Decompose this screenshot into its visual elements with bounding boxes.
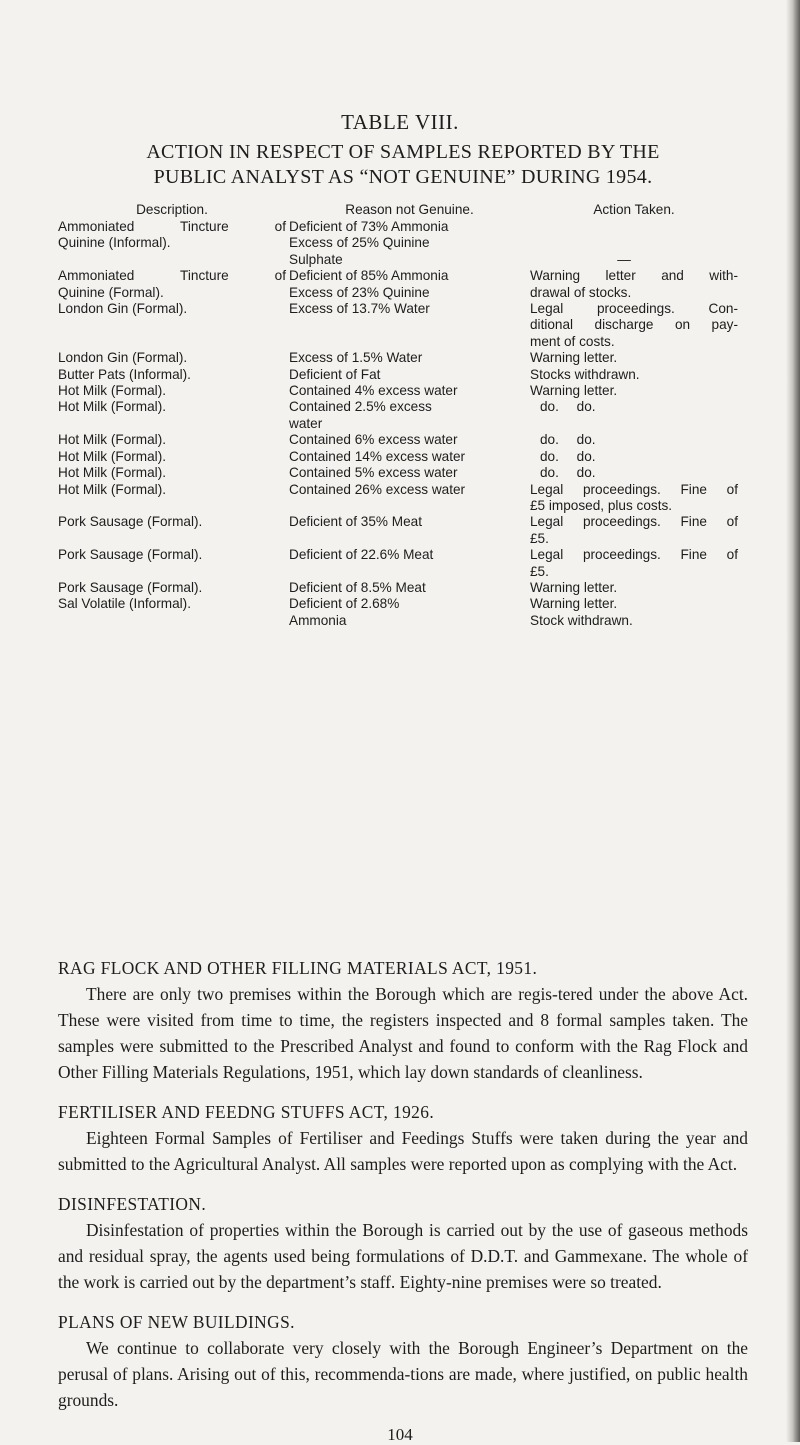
table-row <box>58 367 738 383</box>
cell-line: Warning letter. <box>530 383 618 399</box>
section-body: Disinfestation of properties within the Borough is carried out by the use of gaseous methods and residual spray, the agents used being formulations of D.D.T. and Gammexane. The whole of the work is carried out by the department’s staff. Eighty-nine premises were so treated. <box>58 1220 748 1292</box>
cell-line: Contained 5% excess water <box>289 465 458 481</box>
action-cell <box>530 399 738 432</box>
cell-line: Excess of 1.5% Water <box>289 350 423 366</box>
cell-line: Quinine (Informal). <box>58 235 171 251</box>
table-row <box>58 399 738 432</box>
description-cell <box>58 268 286 301</box>
cell-line: Stock withdrawn. <box>530 612 633 628</box>
cell-line: Deficient of 35% Meat <box>289 514 422 530</box>
cell-line: Hot Milk (Formal). <box>58 481 166 497</box>
cell-line: do. do. <box>540 448 596 464</box>
section-body: Eighteen Formal Samples of Fertiliser and Feedings Stuffs were taken during the year and submitted to the Agricultural Analyst. All samples were reported upon as complying with the Act. <box>58 1128 748 1174</box>
reason-cell <box>286 465 530 481</box>
reason-cell <box>286 350 530 366</box>
cell-line: London Gin (Formal). <box>58 350 188 366</box>
description-cell <box>58 350 286 366</box>
cell-line: Contained 14% excess water <box>289 448 466 464</box>
cell-line: Deficient of 2.68% <box>289 596 400 612</box>
action-cell <box>530 547 738 580</box>
action-cell <box>530 383 738 399</box>
table-header-row <box>58 202 738 219</box>
reason-cell <box>286 514 530 547</box>
cell-line: Hot Milk (Formal). <box>58 465 166 481</box>
header-reason: Reason not Genuine. <box>345 202 474 217</box>
cell-line: Deficient of 8.5% Meat <box>289 579 426 595</box>
cell-line: Ammoniated Tincture of <box>58 219 286 234</box>
cell-line: Pork Sausage (Formal). <box>58 547 203 563</box>
table-subtitle <box>58 140 748 190</box>
section-plans-of-new-buildings <box>58 1309 748 1413</box>
description-cell <box>58 514 286 547</box>
cell-line: Warning letter. <box>530 596 618 612</box>
action-cell <box>530 301 738 350</box>
cell-line: Hot Milk (Formal). <box>58 399 166 415</box>
table-row <box>58 268 738 301</box>
action-cell <box>530 449 738 465</box>
reason-cell <box>286 432 530 448</box>
header-description: Description. <box>136 202 208 217</box>
description-cell <box>58 399 286 432</box>
table-row <box>58 465 738 481</box>
cell-line: Butter Pats (Informal). <box>58 366 191 382</box>
cell-line: Warning letter. <box>530 579 618 595</box>
cell-line: ditional discharge on pay- <box>530 317 738 333</box>
cell-line: Legal proceedings. Fine of <box>530 514 738 530</box>
cell-line: Ammoniated Tincture of <box>58 268 286 284</box>
description-cell <box>58 383 286 399</box>
section-heading: PLANS OF NEW BUILDINGS. <box>58 1312 295 1332</box>
table-row <box>58 580 738 596</box>
reason-cell <box>286 482 530 515</box>
cell-line: Warning letter and with- <box>530 268 738 284</box>
table-row <box>58 547 738 580</box>
cell-line: Legal proceedings. Con- <box>530 301 738 317</box>
cell-line: £5 imposed, plus costs. <box>530 497 673 513</box>
reason-cell <box>286 580 530 596</box>
page-edge-shadow <box>786 0 800 1442</box>
samples-table <box>58 202 738 629</box>
reason-cell <box>286 268 530 301</box>
cell-line: London Gin (Formal). <box>58 301 188 317</box>
cell-line: Sal Volatile (Informal). <box>58 596 191 612</box>
section-heading: RAG FLOCK AND OTHER FILLING MATERIALS ACT, 1951. <box>58 958 538 978</box>
cell-line: Sulphate <box>289 251 343 267</box>
cell-line: Excess of 25% Quinine <box>289 235 430 251</box>
description-cell <box>58 367 286 383</box>
cell-line: Contained 6% excess water <box>289 432 458 448</box>
cell-line: ment of costs. <box>530 333 615 349</box>
cell-line: Warning letter. <box>530 350 618 366</box>
cell-line: Stocks withdrawn. <box>530 366 640 382</box>
action-cell <box>530 482 738 515</box>
cell-line: Contained 4% excess water <box>289 383 458 399</box>
action-cell <box>530 596 738 629</box>
cell-line: — <box>617 251 631 267</box>
cell-line: Legal proceedings. Fine of <box>530 547 738 563</box>
section-disinfestation <box>58 1191 748 1295</box>
reason-cell <box>286 399 530 432</box>
cell-line: Deficient of 73% Ammonia <box>289 219 449 234</box>
cell-line: drawal of stocks. <box>530 284 632 300</box>
table-body <box>58 219 738 629</box>
cell-line: Deficient of 85% Ammonia <box>289 268 449 284</box>
section-body: There are only two premises within the Borough which are regis-tered under the above Act. These were visited from time to time, the registers inspected and 8 formal samples taken. The samples were submitted to the Prescribed Analyst and found to conform with the Rag Flock and Other Filling Materials Regulations, 1951, which lay down standards of cleanliness. <box>58 984 748 1082</box>
table-row <box>58 449 738 465</box>
cell-line <box>530 235 738 251</box>
cell-line: water <box>289 415 323 431</box>
cell-line: do. do. <box>540 432 596 448</box>
description-cell <box>58 449 286 465</box>
action-cell <box>530 350 738 366</box>
table-row <box>58 514 738 547</box>
reason-cell <box>286 383 530 399</box>
table-row <box>58 383 738 399</box>
description-cell <box>58 547 286 580</box>
reason-cell <box>286 301 530 350</box>
cell-line: Hot Milk (Formal). <box>58 432 166 448</box>
section-heading: FERTILISER AND FEEDNG STUFFS ACT, 1926. <box>58 1102 435 1122</box>
cell-line: Deficient of 22.6% Meat <box>289 547 434 563</box>
action-cell <box>530 465 738 481</box>
cell-line: Ammonia <box>289 612 347 628</box>
cell-line: Quinine (Formal). <box>58 284 164 300</box>
cell-line: Contained 26% excess water <box>289 481 466 497</box>
table-row <box>58 596 738 629</box>
cell-line: Legal proceedings. Fine of <box>530 481 738 497</box>
cell-line: Excess of 23% Quinine <box>289 284 430 300</box>
action-cell <box>530 514 738 547</box>
action-cell <box>530 268 738 301</box>
table-row <box>58 350 738 366</box>
cell-line: £5. <box>530 563 549 579</box>
cell-line: Pork Sausage (Formal). <box>58 514 203 530</box>
action-cell <box>530 580 738 596</box>
description-cell <box>58 219 286 268</box>
reason-cell <box>286 547 530 580</box>
action-cell <box>530 367 738 383</box>
description-cell <box>58 596 286 629</box>
page-number: 104 <box>387 1425 413 1444</box>
section-fertiliser <box>58 1099 748 1177</box>
table-row <box>58 219 738 268</box>
table-title: TABLE VIII. <box>341 110 459 134</box>
cell-line: Contained 2.5% excess <box>289 399 432 415</box>
reason-cell <box>286 219 530 268</box>
table-row <box>58 432 738 448</box>
subtitle-line-1: ACTION IN RESPECT OF SAMPLES REPORTED BY THE <box>146 141 660 163</box>
header-action: Action Taken. <box>593 202 675 217</box>
cell-line <box>530 219 738 235</box>
section-heading: DISINFESTATION. <box>58 1194 207 1214</box>
cell-line: Hot Milk (Formal). <box>58 383 166 399</box>
cell-line: do. do. <box>540 465 596 481</box>
description-cell <box>58 465 286 481</box>
description-cell <box>58 482 286 515</box>
table-row <box>58 301 738 350</box>
subtitle-line-2: PUBLIC ANALYST AS “NOT GENUINE” DURING 1954. <box>153 166 653 188</box>
table-row <box>58 482 738 515</box>
section-body: We continue to collaborate very closely with the Borough Engineer’s Department on the perusal of plans. Arising out of this, recommenda-tions are made, where justified, on public health grounds. <box>58 1338 748 1410</box>
section-rag-flock <box>58 955 748 1085</box>
cell-line: Deficient of Fat <box>289 366 381 382</box>
description-cell <box>58 580 286 596</box>
description-cell <box>58 432 286 448</box>
cell-line: Pork Sausage (Formal). <box>58 579 203 595</box>
reason-cell <box>286 367 530 383</box>
action-cell <box>530 219 738 268</box>
cell-line: Hot Milk (Formal). <box>58 448 166 464</box>
description-cell <box>58 301 286 350</box>
cell-line: £5. <box>530 530 549 546</box>
action-cell <box>530 432 738 448</box>
cell-line: do. do. <box>540 399 596 415</box>
cell-line: Excess of 13.7% Water <box>289 301 430 317</box>
reason-cell <box>286 449 530 465</box>
reason-cell <box>286 596 530 629</box>
